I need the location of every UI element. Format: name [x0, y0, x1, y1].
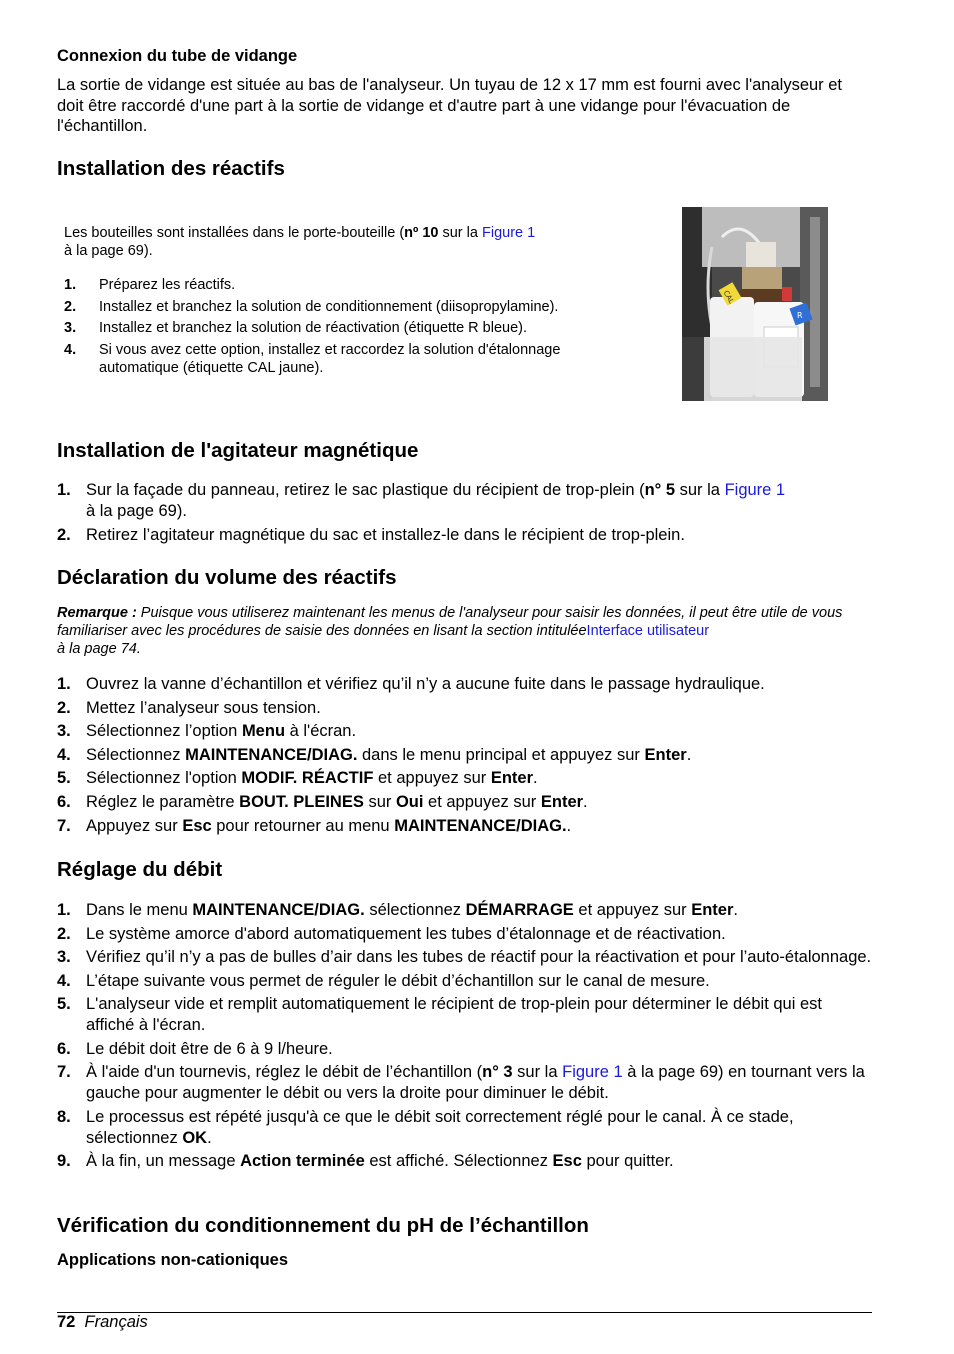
flow-steps — [57, 900, 872, 1172]
r-label: R — [797, 311, 803, 320]
step-text-4: . — [583, 792, 588, 811]
interface-utilisateur-link[interactable]: Interface utilisateur — [586, 623, 710, 639]
step-number: 1. — [57, 481, 71, 499]
step-number: 4. — [57, 745, 71, 764]
step-text: Appuyez sur — [86, 816, 183, 835]
step-text-3: et appuyez sur — [423, 792, 541, 811]
list-item — [64, 276, 624, 294]
step-text: Retirez l’agitateur magnétique du sac et installez-le dans le récipient de trop-plein. — [86, 526, 685, 544]
step-number: 2. — [57, 698, 71, 717]
step-number: 3. — [57, 722, 71, 741]
list-item — [57, 971, 872, 992]
step-text: Installez et branchez la solution de réactivation (étiquette R bleue). — [99, 320, 527, 336]
step-text: Installez et branchez la solution de conditionnement (diisopropylamine). — [99, 299, 559, 315]
drain-heading: Connexion du tube de vidange — [57, 47, 298, 65]
step-number: 4. — [57, 971, 71, 990]
reagents-intro-ref: nº 10 — [404, 225, 439, 241]
step-number: 4. — [64, 342, 77, 358]
list-item — [57, 768, 872, 789]
list-item — [64, 341, 624, 377]
page-number: 72 — [57, 1313, 76, 1331]
step-number: 6. — [57, 792, 71, 811]
list-item — [57, 1039, 872, 1060]
list-item — [57, 1151, 872, 1172]
list-item — [57, 900, 872, 921]
step-text-2: sélectionnez — [364, 901, 466, 919]
ph-subheading: Applications non-cationiques — [57, 1251, 289, 1269]
cal-label: CAL — [721, 289, 736, 306]
step-text-2: est affiché. Sélectionnez — [364, 1152, 553, 1170]
step-key-3: Enter — [540, 792, 584, 811]
step-number: 8. — [57, 1107, 71, 1126]
step-text: L’étape suivante vous permet de réguler le débit d’échantillon sur le canal de mesure. — [86, 971, 710, 990]
reagents-intro — [64, 224, 624, 260]
list-item — [57, 674, 872, 695]
step-number: 3. — [64, 320, 77, 336]
step-text: Sélectionnez l'option — [86, 769, 242, 788]
step-text-2: sur — [363, 792, 396, 811]
step-text: Sur la façade du panneau, retirez le sac plastique du récipient de trop-plein ( — [86, 481, 645, 499]
step-text: À la fin, un message — [86, 1152, 241, 1170]
step-number: 2. — [57, 526, 71, 544]
flow-heading: Réglage du débit — [57, 858, 223, 881]
step-key: MAINTENANCE/DIAG. — [185, 745, 358, 764]
footer-rule — [57, 1312, 872, 1313]
step-key-2: Enter — [644, 745, 687, 764]
note-label: Remarque : — [57, 605, 137, 621]
stirrer-heading: Installation de l'agitateur magnétique — [57, 439, 419, 462]
step-key-2: Esc — [552, 1152, 582, 1170]
list-item — [57, 698, 872, 719]
step-number: 7. — [57, 816, 71, 835]
step-text-3: à la page 69) en tournant vers la gauche pour augmenter le débit ou vers la droite pour diminuer le débit. — [86, 1063, 865, 1102]
step-text: Dans le menu — [86, 901, 193, 919]
step-key-2: Enter — [490, 769, 534, 788]
figure-1-link[interactable]: Figure 1 — [562, 1063, 623, 1081]
step-key: OK — [182, 1128, 208, 1147]
list-item — [57, 721, 872, 742]
step-key: MAINTENANCE/DIAG. — [192, 901, 365, 919]
step-key: Action terminée — [240, 1152, 365, 1170]
step-number: 7. — [57, 1063, 71, 1081]
reagents-heading: Installation des réactifs — [57, 157, 285, 180]
list-item — [57, 745, 872, 766]
step-ref: n° 3 — [482, 1063, 513, 1081]
step-page: à la page 69). — [86, 502, 187, 520]
step-text-2: et appuyez sur — [373, 769, 491, 788]
step-text-3: . — [533, 769, 538, 788]
step-text: Sélectionnez — [86, 745, 186, 764]
drain-paragraph: La sortie de vidange est située au bas de l'analyseur. Un tuyau de 12 x 17 mm est fourni avec l'analyseur et doit être raccordé d'une part à la sortie de vidange et d'autre part à une vidange pour l'évacuation de l'échantillon. — [57, 76, 843, 135]
step-key-2: Oui — [395, 792, 424, 811]
volume-heading: Déclaration du volume des réactifs — [57, 566, 397, 589]
step-text-3: . — [686, 745, 692, 764]
reagents-intro-page: à la page 69). — [64, 243, 153, 259]
list-item — [57, 1062, 872, 1104]
list-item — [57, 525, 872, 546]
step-text: Ouvrez la vanne d’échantillon et vérifiez qu’il n’y a aucune fuite dans le passage hydraulique. — [86, 675, 765, 693]
step-number: 9. — [57, 1152, 71, 1170]
reagent-bottles-illustration — [682, 207, 828, 401]
note-text: Puisque vous utiliserez maintenant les menus de l'analyseur pour saisir les données, il peut être utile de vous familiariser avec les procédures de saisie des données en lisant la section intitulée — [57, 605, 843, 639]
footer — [57, 1313, 148, 1332]
list-item — [64, 298, 624, 316]
step-text-2: pour retourner au menu — [211, 816, 395, 835]
step-text-3: pour quitter. — [581, 1152, 674, 1170]
step-text: Si vous avez cette option, installez et raccordez la solution d'étalonnage automatique (étiquette CAL jaune). — [99, 342, 561, 376]
step-number: 2. — [57, 924, 71, 943]
step-text-2: sur la — [512, 1063, 563, 1081]
step-key: Menu — [241, 722, 286, 741]
step-text: Le système amorce d'abord automatiquement les tubes d’étalonnage et de réactivation. — [86, 924, 726, 943]
step-text-2: dans le menu principal et appuyez sur — [357, 745, 645, 764]
list-item — [57, 994, 872, 1036]
step-text: Mettez l’analyseur sous tension. — [86, 698, 321, 717]
reagents-intro-text: Les bouteilles sont installées dans le porte-bouteille ( — [64, 225, 405, 241]
step-text: Vérifiez qu’il n’y a pas de bulles d’air dans les tubes de réactif pour la réactivation et pour l’auto-étalonnage. — [86, 948, 872, 966]
list-item — [64, 319, 624, 337]
step-key: BOUT. PLEINES — [239, 792, 364, 811]
reagents-intro-text-2: sur la — [438, 225, 482, 241]
step-text: À l'aide d'un tournevis, réglez le débit de l’échantillon ( — [86, 1063, 483, 1081]
volume-note — [57, 604, 872, 658]
list-item — [57, 816, 872, 837]
list-item — [57, 1107, 872, 1149]
step-text-2: à l'écran. — [285, 722, 357, 741]
ph-heading: Vérification du conditionnement du pH de l’échantillon — [57, 1214, 589, 1237]
step-text-3: . — [566, 816, 572, 835]
step-key-2: DÉMARRAGE — [465, 901, 574, 919]
step-number: 1. — [64, 277, 77, 293]
step-key: MODIF. RÉACTIF — [241, 769, 374, 788]
step-text: Préparez les réactifs. — [99, 277, 236, 293]
step-text: Réglez le paramètre — [86, 792, 240, 811]
step-text: L'analyseur vide et remplit automatiquement le récipient de trop-plein pour déterminer le débit qui est affiché à l'écran. — [86, 995, 822, 1034]
figure-1-link[interactable]: Figure 1 — [481, 225, 536, 241]
step-text: Le débit doit être de 6 à 9 l/heure. — [86, 1039, 333, 1058]
step-text: Le processus est répété jusqu'à ce que le débit soit correctement réglé pour le canal. À ce stade, sélectionnez — [86, 1107, 794, 1147]
list-item — [57, 480, 872, 522]
step-ref: n° 5 — [644, 481, 676, 499]
step-key: Esc — [182, 816, 212, 835]
figure-1-link[interactable]: Figure 1 — [724, 481, 786, 499]
step-text-3: et appuyez sur — [573, 901, 692, 919]
list-item — [57, 924, 872, 945]
footer-language: Français — [84, 1313, 148, 1331]
step-number: 5. — [57, 769, 71, 788]
step-key-3: Enter — [691, 901, 734, 919]
stirrer-steps — [57, 480, 872, 546]
step-text: Sélectionnez l’option — [86, 722, 242, 741]
list-item — [57, 947, 872, 968]
volume-steps — [57, 674, 872, 837]
step-number: 5. — [57, 995, 71, 1013]
reagents-steps — [64, 276, 624, 377]
step-text-2: . — [207, 1128, 212, 1147]
step-number: 2. — [64, 299, 77, 315]
step-number: 3. — [57, 948, 71, 966]
reagent-bottles-photo — [682, 207, 828, 401]
step-number: 1. — [57, 901, 71, 919]
step-key-2: MAINTENANCE/DIAG. — [394, 816, 567, 835]
list-item — [57, 792, 872, 813]
step-text-2: sur la — [675, 481, 725, 499]
step-text-4: . — [733, 901, 738, 919]
note-page: à la page 74. — [57, 641, 141, 657]
step-number: 6. — [57, 1039, 71, 1058]
step-number: 1. — [57, 675, 71, 693]
